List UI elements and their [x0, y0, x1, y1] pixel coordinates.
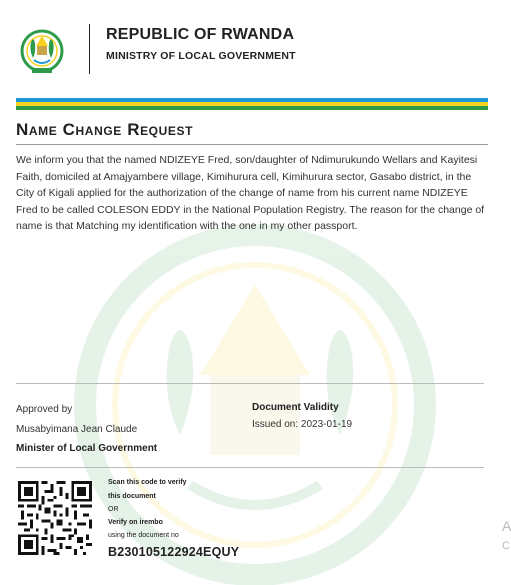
document-validity-label: Document Validity	[252, 402, 339, 413]
approval-bottom-divider	[16, 467, 484, 468]
qr-code-icon[interactable]	[18, 481, 92, 555]
signer-role: Minister of Local Government	[16, 443, 158, 454]
document-body: We inform you that the named NDIZEYE Fred, son/daughter of Ndimurukundo Wellars and Kayitesi Faith, domiciled at Amajyambere village, Kimihurura cell, Kimihurura sector, Gasabo district, in the City of Kigali applied for the authorization of the change of name from his current name NDIZEYE Fred to be called COLESON EDDY in the National Population Registry. The reason for the change of name is that Matching my identification with the one in my other passport.	[16, 154, 485, 233]
signer-name: Musabyimana Jean Claude	[16, 424, 138, 435]
scan-instruction: Scan this code to verify	[108, 479, 187, 486]
flag-stripe-green	[16, 106, 488, 110]
irembo-instruction: Verify on irembo	[108, 519, 163, 526]
title-divider	[16, 144, 488, 145]
header-divider	[89, 24, 90, 74]
document-no-instruction: using the document no	[108, 532, 179, 539]
ministry-name: MINISTRY OF LOCAL GOVERNMENT	[106, 50, 296, 62]
flag-stripes	[16, 98, 488, 110]
rwanda-coat-of-arms-icon	[20, 24, 64, 78]
or-label: OR	[108, 506, 119, 513]
edge-mark-bottom: C	[502, 540, 510, 552]
approval-top-divider	[16, 383, 484, 384]
approved-by-label: Approved by	[16, 404, 73, 415]
country-name: REPUBLIC OF RWANDA	[106, 26, 295, 43]
issued-date: Issued on: 2023-01-19	[252, 419, 353, 430]
scan-instruction-cont: this document	[108, 493, 156, 500]
document-title: Name Change Request	[16, 120, 194, 139]
edge-mark-top: A	[502, 518, 511, 534]
document-number[interactable]: B230105122924EQUY	[108, 545, 240, 559]
